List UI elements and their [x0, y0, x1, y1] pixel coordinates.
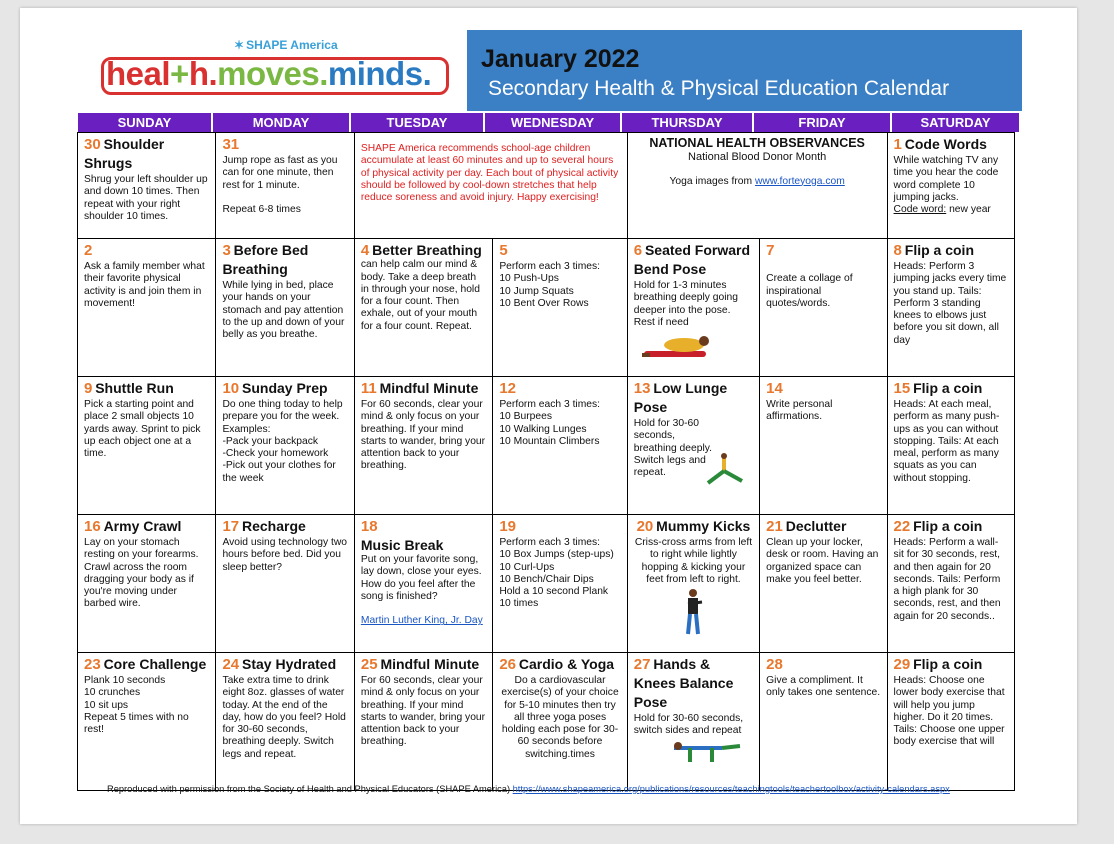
activity-calendars-link[interactable]: https://www.shapeamerica.org/publications/resources/teachingtools/teachertoolbox/activity-calendars.aspx — [512, 784, 950, 794]
day-cell-10: 10 Sunday Prep Do one thing today to help prepare you for the week. Examples: -Pack your backpack -Check your homework -Pick out your clothes for the week — [216, 377, 354, 515]
footer-credit: Reproduced with permission from the Society of Health and Physical Educators (SHAPE America) https://www.shapeamerica.org/publications/resources/teachingtools/teachertoolbox/activity-calendars.aspx — [107, 784, 950, 794]
weekday-thursday: THURSDAY — [622, 113, 754, 132]
star-logo-icon: ✶ — [234, 38, 245, 52]
calendar-week — [78, 239, 1015, 377]
weekday-header — [78, 113, 1019, 132]
day-cell-11: 11 Mindful Minute For 60 seconds, clear your mind & only focus on your breathing. If your mind starts to wander, bring your attention back to your breathing. — [354, 377, 492, 515]
hands-knees-balance-figure — [664, 740, 744, 766]
seated-forward-bend-figure — [634, 331, 714, 359]
logo-health-moves-minds: heal+h.moves.minds. — [106, 55, 432, 92]
weekday-tuesday: TUESDAY — [351, 113, 485, 132]
day-cell-21: 21 Declutter Clean up your locker, desk or room. Having an organized space can make you feel better. — [760, 515, 887, 653]
day-cell-7: 7 Create a collage of inspirational quotes/words. — [760, 239, 887, 377]
day-cell-18: 18 Music Break Put on your favorite song, lay down, close your eyes. How do you feel after the song is finished? Martin Luther King, Jr. Day — [354, 515, 492, 653]
forteyoga-link[interactable]: www.forteyoga.com — [754, 175, 845, 187]
shape-america-brand: ✶ SHAPE America — [234, 38, 338, 52]
day-cell-6: 6 Seated Forward Bend Pose Hold for 1-3 minutes breathing deeply going deeper into the pose. Rest if need — [627, 239, 759, 377]
day-cell-28: 28 Give a compliment. It only takes one sentence. — [760, 653, 887, 791]
mummy-kicks-figure — [678, 588, 708, 638]
day-cell-1: 1 Code Words While watching TV any time you hear the code word complete 10 jumping jacks. Code word: new year — [887, 133, 1014, 239]
calendar-week — [78, 133, 1015, 239]
day-cell-15: 15 Flip a coin Heads: At each meal, perform as many push-ups as you can without stopping. Tails: At each meal, perform as many squats as you can without stopping. — [887, 377, 1014, 515]
day-cell-3: 3 Before Bed Breathing While lying in bed, place your hands on your stomach and pay attention to the up and down of your belly as you breathe. — [216, 239, 354, 377]
day-cell-25: 25 Mindful Minute For 60 seconds, clear your mind & only focus on your breathing. If your mind starts to wander, bring your attention back to your breathing. — [354, 653, 492, 791]
weekday-saturday: SATURDAY — [892, 113, 1019, 132]
calendar-week — [78, 653, 1015, 791]
day-cell-5: 5 Perform each 3 times: 10 Push-Ups 10 Jump Squats 10 Bent Over Rows — [493, 239, 627, 377]
intro-note-cell: SHAPE America recommends school-age children accumulate at least 60 minutes and up to several hours of physical activity per day. Each bout of physical activity should be followed by cool-down stretches that help reduce soreness and avoid injury. Happy exercising! — [354, 133, 627, 239]
day-cell-13: 13 Low Lunge Pose Hold for 30-60 seconds, breathing deeply. Switch legs and repeat. — [627, 377, 759, 515]
day-cell-2: 2 Ask a family member what their favorite physical activity is and join them in movement! — [78, 239, 216, 377]
calendar-week — [78, 515, 1015, 653]
mlk-day-link[interactable]: Martin Luther King, Jr. Day — [360, 615, 483, 627]
day-cell-16: 16 Army Crawl Lay on your stomach resting on your forearms. Crawl across the room dragging your body as if you're moving under barbed wire. — [78, 515, 216, 653]
day-cell-31: 31 Jump rope as fast as you can for one minute, then rest for 1 minute. Repeat 6-8 times — [216, 133, 354, 239]
weekday-friday: FRIDAY — [754, 113, 892, 132]
day-cell-27: 27 Hands & Knees Balance Pose Hold for 30-60 seconds, switch sides and repeat — [627, 653, 759, 791]
day-cell-19: 19 Perform each 3 times: 10 Box Jumps (step-ups) 10 Curl-Ups 10 Bench/Chair Dips Hold a 10 second Plank 10 times — [493, 515, 627, 653]
day-cell-23: 23 Core Challenge Plank 10 seconds 10 crunches 10 sit ups Repeat 5 times with no rest! — [78, 653, 216, 791]
day-cell-12: 12 Perform each 3 times: 10 Burpees 10 Walking Lunges 10 Mountain Climbers — [493, 377, 627, 515]
calendar-month-title: January 2022 — [481, 45, 640, 73]
day-cell-20: 20 Mummy Kicks Criss-cross arms from left to right while lightly hopping & kicking your feet from left to right. — [627, 515, 759, 653]
day-cell-30: 30 Shoulder Shrugs Shrug your left shoulder up and down 10 times. Then repeat with your right shoulder 10 times. — [78, 133, 216, 239]
day-cell-17: 17 Recharge Avoid using technology two hours before bed. Did you sleep better? — [216, 515, 354, 653]
day-cell-9: 9 Shuttle Run Pick a starting point and place 2 small objects 10 yards away. Sprint to pick up each object one at a time. — [78, 377, 216, 515]
day-cell-29: 29 Flip a coin Heads: Choose one lower body exercise that will help you jump higher. Do it 20 times. Tails: Choose one upper body exercise that will — [887, 653, 1014, 791]
weekday-wednesday: WEDNESDAY — [485, 113, 622, 132]
day-cell-14: 14 Write personal affirmations. — [760, 377, 887, 515]
weekday-monday: MONDAY — [213, 113, 351, 132]
document-page — [20, 8, 1077, 824]
observances-cell: NATIONAL HEALTH OBSERVANCES National Blood Donor Month Yoga images from www.forteyoga.com — [627, 133, 887, 239]
calendar-subtitle: Secondary Health & Physical Education Calendar — [488, 77, 950, 100]
day-cell-26: 26 Cardio & Yoga Do a cardiovascular exercise(s) of your choice for 5-10 minutes then try all three yoga poses holding each pose for 30-60 seconds before switching.times — [493, 653, 627, 791]
day-cell-8: 8 Flip a coin Heads: Perform 3 jumping jacks every time you stand up. Tails: Perform 3 standing knees to elbows just before you sit down, all day — [887, 239, 1014, 377]
day-cell-4: 4 Better Breathing can help calm our mind & body. Take a deep breath in through your nose, hold for a four count. Then exhale, out of your mouth for a four count. Repeat. — [354, 239, 492, 377]
day-cell-24: 24 Stay Hydrated Take extra time to drink eight 8oz. glasses of water today. At the end of the day, how do you feel? Hold for 30-60 seconds, breathing deeply. Switch legs and repeat. — [216, 653, 354, 791]
weekday-sunday: SUNDAY — [78, 113, 213, 132]
calendar-grid — [77, 132, 1015, 791]
calendar-week — [78, 377, 1015, 515]
day-cell-22: 22 Flip a coin Heads: Perform a wall-sit for 30 seconds, rest, and then again for 20 seconds. Tails: Perform a high plank for 30 seconds, rest, and then again for 20 seconds.. — [887, 515, 1014, 653]
